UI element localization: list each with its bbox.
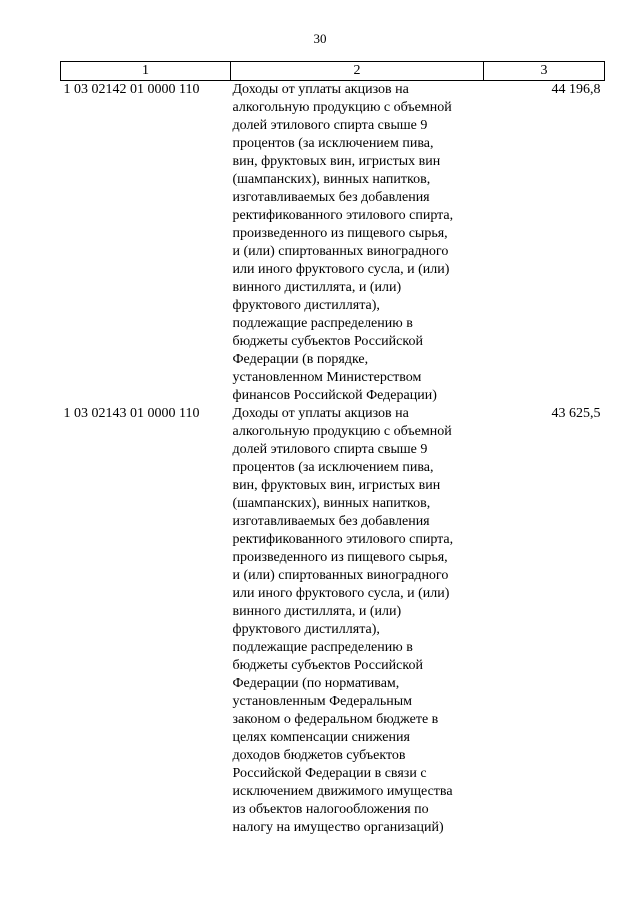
revenue-code: 1 03 02143 01 0000 110 <box>63 406 200 421</box>
revenue-description <box>231 405 484 837</box>
description-line: алкогольную продукцию с объемной <box>232 424 452 439</box>
description-line: Федерации (по нормативам, <box>232 676 400 691</box>
description-line: произведенного из пищевого сырья, <box>232 550 448 565</box>
table-row <box>61 405 605 837</box>
description-line: установленным Федеральным <box>232 694 412 709</box>
description-line: подлежащие распределению в <box>232 316 413 331</box>
description-line: из объектов налогообложения по <box>232 802 429 817</box>
description-line: доходов бюджетов субъектов <box>232 748 406 763</box>
description-line: финансов Российской Федерации) <box>232 388 437 403</box>
description-line: долей этилового спирта свыше 9 <box>232 442 428 457</box>
revenue-amount: 44 196,8 <box>551 82 601 97</box>
description-line: Доходы от уплаты акцизов на <box>232 406 409 421</box>
description-line: винного дистиллята, и (или) <box>232 604 402 619</box>
description-line: процентов (за исключением пива, <box>232 136 434 151</box>
description-line: изготавливаемых без добавления <box>232 190 430 205</box>
description-line: целях компенсации снижения <box>232 730 410 745</box>
column-header-2: 2 <box>231 62 484 81</box>
description-line: и (или) спиртованных виноградного <box>232 568 449 583</box>
description-line: бюджеты субъектов Российской <box>232 334 423 349</box>
description-line: или иного фруктового сусла, и (или) <box>232 586 450 601</box>
table-row <box>61 81 605 406</box>
page-number: 30 <box>313 31 327 46</box>
description-line: произведенного из пищевого сырья, <box>232 226 448 241</box>
description-line: фруктового дистиллята), <box>232 622 380 637</box>
description-line: процентов (за исключением пива, <box>232 460 434 475</box>
description-line: или иного фруктового сусла, и (или) <box>232 262 450 277</box>
description-line: бюджеты субъектов Российской <box>232 658 423 673</box>
description-line: алкогольную продукцию с объемной <box>232 100 452 115</box>
description-line: изготавливаемых без добавления <box>232 514 430 529</box>
description-line: установленном Министерством <box>232 370 422 385</box>
description-line: Доходы от уплаты акцизов на <box>232 82 409 97</box>
column-header-1: 1 <box>61 62 231 81</box>
description-line: исключением движимого имущества <box>232 784 453 799</box>
description-line: (шампанских), винных напитков, <box>232 172 431 187</box>
description-line: ректификованного этилового спирта, <box>232 208 454 223</box>
column-header-3: 3 <box>484 62 605 81</box>
description-line: фруктового дистиллята), <box>232 298 380 313</box>
description-line: винного дистиллята, и (или) <box>232 280 402 295</box>
revenue-amount: 43 625,5 <box>551 406 601 421</box>
revenue-table <box>60 61 605 837</box>
description-line: Федерации (в порядке, <box>232 352 369 367</box>
description-line: вин, фруктовых вин, игристых вин <box>232 154 441 169</box>
description-line: (шампанских), винных напитков, <box>232 496 431 511</box>
description-line: и (или) спиртованных виноградного <box>232 244 449 259</box>
description-line: Российской Федерации в связи с <box>232 766 427 781</box>
table-header-row <box>61 62 605 81</box>
revenue-code: 1 03 02142 01 0000 110 <box>63 82 200 97</box>
description-line: ректификованного этилового спирта, <box>232 532 454 547</box>
description-line: законом о федеральном бюджете в <box>232 712 439 727</box>
description-line: долей этилового спирта свыше 9 <box>232 118 428 133</box>
description-line: подлежащие распределению в <box>232 640 413 655</box>
description-line: вин, фруктовых вин, игристых вин <box>232 478 441 493</box>
revenue-description <box>231 81 484 406</box>
description-line: налогу на имущество организаций) <box>232 820 444 835</box>
